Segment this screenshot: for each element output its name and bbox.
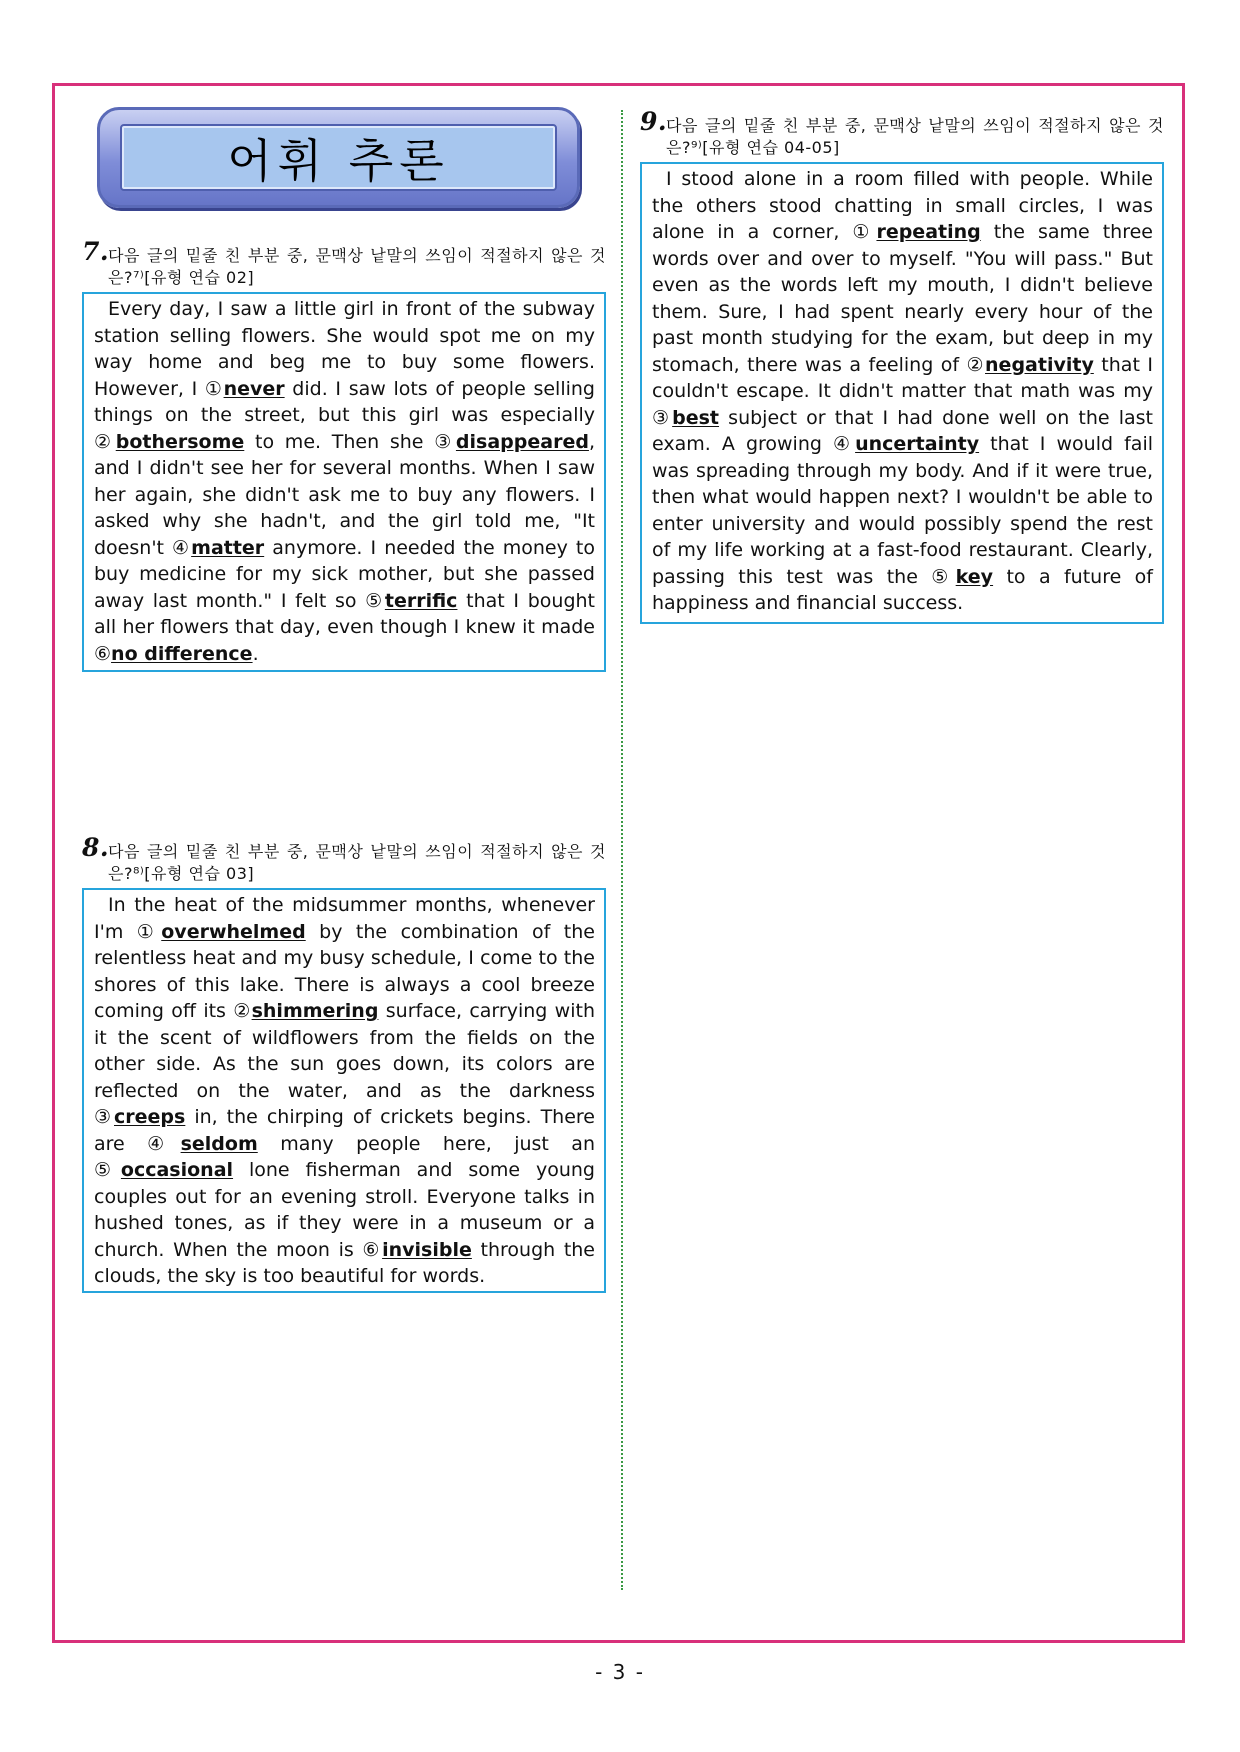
question-tag: ⁸⁾[유형 연습 03] xyxy=(132,864,255,883)
underlined-word: seldom xyxy=(180,1132,258,1155)
underlined-word: terrific xyxy=(384,589,458,612)
passage-text: In the heat of the midsummer months, whenever I'm ① xyxy=(94,894,595,943)
question-prompt: 다음 글의 밑줄 친 부분 중, 문맥상 낱말의 쓰임이 적절하지 않은 것은? xyxy=(108,842,606,883)
section-title-inner xyxy=(120,124,557,191)
underlined-word: never xyxy=(223,377,285,400)
underlined-word: matter xyxy=(191,536,265,559)
question-9-header xyxy=(640,107,1164,159)
question-9 xyxy=(640,107,1164,624)
underlined-word: overwhelmed xyxy=(161,920,306,943)
passage-text: surface, carrying with it the scent of wildflowers from the fields on the other side. As the sun goes down, its colors are reflected on the water, and as the darkness ③ xyxy=(94,1000,595,1128)
passage-text: in, the chirping of crickets begins. There are ④ xyxy=(94,1106,595,1155)
passage-text: , and I didn't see her for several months. When I saw her again, she didn't ask me to buy any flowers. I asked why she hadn't, and the girl told me, "It doesn't ④ xyxy=(94,430,595,559)
passage-text: to a future of happiness and financial success. xyxy=(652,565,1153,614)
column-divider xyxy=(621,110,623,1590)
underlined-word: uncertainty xyxy=(855,433,980,455)
passage-text: that I bought all her flowers that day, even though I knew it made ⑥ xyxy=(94,589,595,665)
passage-text: by the combination of the relentless heat and my busy schedule, I come to the shores of this lake. There is always a cool breeze coming off its ② xyxy=(94,920,595,1022)
passage-text: to me. Then she ③ xyxy=(244,430,456,453)
passage-text: . xyxy=(252,642,259,665)
underlined-word: disappeared xyxy=(455,430,589,453)
question-prompt: 다음 글의 밑줄 친 부분 중, 문맥상 낱말의 쓰임이 적절하지 않은 것은? xyxy=(666,116,1164,157)
question-8-header xyxy=(82,833,606,885)
underlined-word: bothersome xyxy=(115,430,245,453)
section-title: 어휘 추론 xyxy=(227,133,450,188)
question-tag: ⁹⁾[유형 연습 04-05] xyxy=(690,138,840,157)
underlined-word: best xyxy=(672,406,720,429)
underlined-word: occasional xyxy=(120,1159,234,1181)
passage-text: that I would fail was spreading through my body. And if it were true, then what would happen next? I wouldn't be able to enter university and would possibly spend the rest of my life working at a fast-food restaurant. Clearly, passing this test was the ⑤ xyxy=(652,433,1153,588)
question-9-passage xyxy=(640,162,1164,624)
passage-text: the same three words over and over to myself. "You will pass." But even as the words left my mouth, I didn't believe them. Sure, I had spent nearly every hour of the past month studying for the exam, but deep in my stomach, there was a feeling of ② xyxy=(652,221,1153,376)
passage-text: subject or that I had done well on the last exam. A growing ④ xyxy=(652,406,1153,455)
passage-text: Every day, I saw a little girl in front of the subway station selling flowers. She would spot me on my way home and beg me to buy some flowers. However, I ① xyxy=(94,298,595,400)
question-prompt: 다음 글의 밑줄 친 부분 중, 문맥상 낱말의 쓰임이 적절하지 않은 것은? xyxy=(108,246,606,287)
underlined-word: no difference xyxy=(111,642,253,665)
question-7 xyxy=(82,237,606,672)
underlined-word: shimmering xyxy=(251,1000,379,1022)
underlined-word: negativity xyxy=(985,353,1094,376)
question-tag: ⁷⁾[유형 연습 02] xyxy=(132,268,255,287)
question-number: 8. xyxy=(82,833,110,862)
passage-text: anymore. I needed the money to buy medicine for my sick mother, but she passed away last month." I felt so ⑤ xyxy=(94,536,596,612)
question-7-header xyxy=(82,237,606,289)
question-number: 9. xyxy=(640,107,668,136)
passage-text: I stood alone in a room filled with people. While the others stood chatting in small circles, I was alone in a corner, ① xyxy=(652,168,1153,243)
underlined-word: repeating xyxy=(876,221,981,243)
page-number: - 3 - xyxy=(595,1660,645,1684)
passage-text: many people here, just an ⑤ xyxy=(94,1132,595,1181)
question-number: 7. xyxy=(82,237,110,266)
underlined-word: creeps xyxy=(114,1106,186,1128)
section-title-banner xyxy=(97,107,580,208)
passage-text: through the clouds, the sky is too beautiful for words. xyxy=(94,1238,596,1287)
underlined-word: key xyxy=(955,565,994,588)
passage-text: lone fisherman and some young couples out for an evening stroll. Everyone talks in hushed tones, as if they were in a museum or a church. When the moon is ⑥ xyxy=(94,1159,595,1261)
underlined-word: invisible xyxy=(382,1238,472,1261)
question-7-passage xyxy=(82,292,606,672)
question-8 xyxy=(82,833,606,1293)
passage-text: that I couldn't escape. It didn't matter that math was my ③ xyxy=(652,353,1153,429)
question-8-passage xyxy=(82,888,606,1293)
passage-text: did. I saw lots of people selling things on the street, but this girl was especially ② xyxy=(94,377,595,453)
